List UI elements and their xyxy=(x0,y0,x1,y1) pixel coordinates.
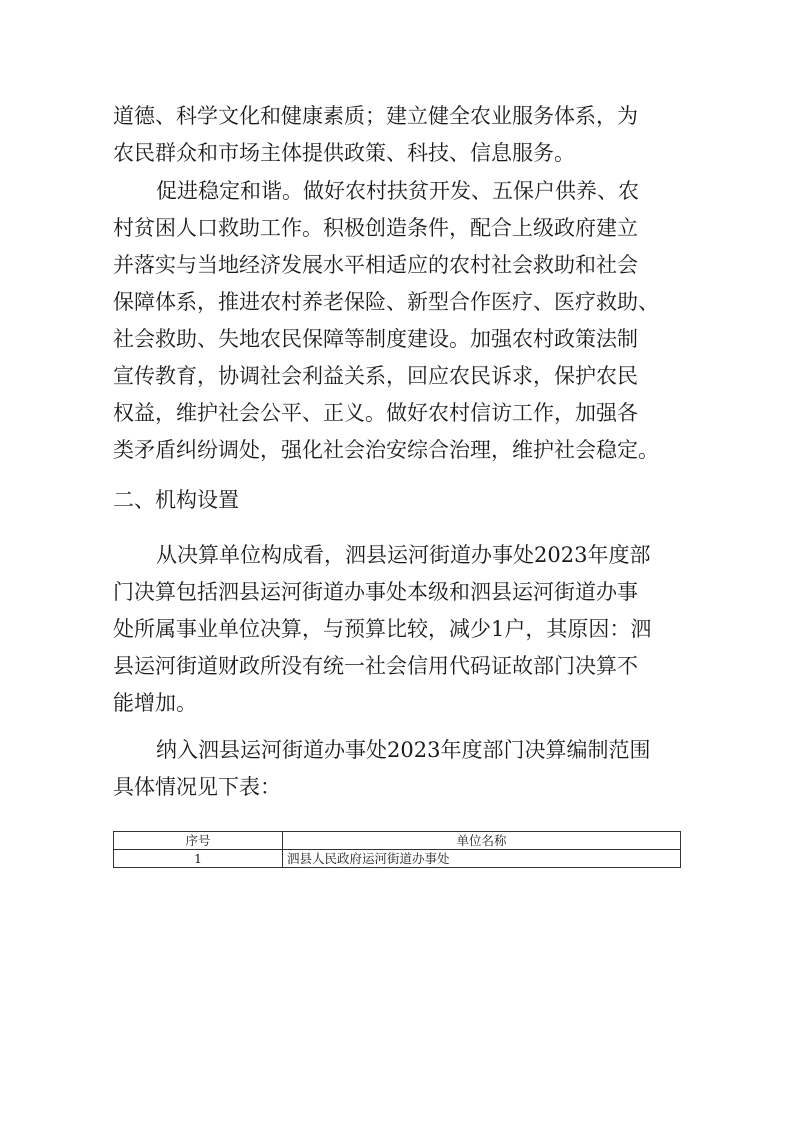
paragraph-line: 村贫困人口救助工作。积极创造条件，配合上级政府建立 xyxy=(113,216,638,240)
paragraph-line: 类矛盾纠纷调处，强化社会治安综合治理，维护社会稳定。 xyxy=(113,438,659,462)
paragraph-line: 处所属事业单位决算，与预算比较，减少1户，其原因：泗 xyxy=(113,617,652,641)
unit-table xyxy=(113,831,681,868)
table-cell: 泗县人民政府运河街道办事处 xyxy=(283,850,681,868)
paragraph-line: 具体情况见下表： xyxy=(113,775,281,799)
paragraph-line: 促进稳定和谐。做好农村扶贫开发、五保户供养、农 xyxy=(156,179,639,203)
paragraph-line: 门决算包括泗县运河街道办事处本级和泗县运河街道办事 xyxy=(113,580,638,604)
table-header-cell: 单位名称 xyxy=(283,832,681,850)
table-header-cell: 序号 xyxy=(114,832,283,850)
paragraph-line: 并落实与当地经济发展水平相适应的农村社会救助和社会 xyxy=(113,253,638,277)
paragraph-line: 能增加。 xyxy=(113,691,197,715)
table-cell: 1 xyxy=(114,850,283,868)
section-heading: 二、机构设置 xyxy=(113,488,239,512)
paragraph-line: 道德、科学文化和健康素质；建立健全农业服务体系，为 xyxy=(113,104,638,128)
paragraph-line: 宣传教育，协调社会利益关系，回应农民诉求，保护农民 xyxy=(113,364,638,388)
paragraph-line: 社会救助、失地农民保障等制度建设。加强农村政策法制 xyxy=(113,327,638,351)
paragraph-line: 纳入泗县运河街道办事处2023年度部门决算编制范围 xyxy=(156,738,651,762)
paragraph-line: 保障体系，推进农村养老保险、新型合作医疗、医疗救助、 xyxy=(113,290,659,314)
table-header-row xyxy=(114,832,681,850)
table-row xyxy=(114,850,681,868)
paragraph-line: 从决算单位构成看，泗县运河街道办事处2023年度部 xyxy=(156,543,651,567)
paragraph-line: 县运河街道财政所没有统一社会信用代码证故部门决算不 xyxy=(113,654,638,678)
paragraph-line: 权益，维护社会公平、正义。做好农村信访工作，加强各 xyxy=(113,401,638,425)
paragraph-line: 农民群众和市场主体提供政策、科技、信息服务。 xyxy=(113,141,575,165)
